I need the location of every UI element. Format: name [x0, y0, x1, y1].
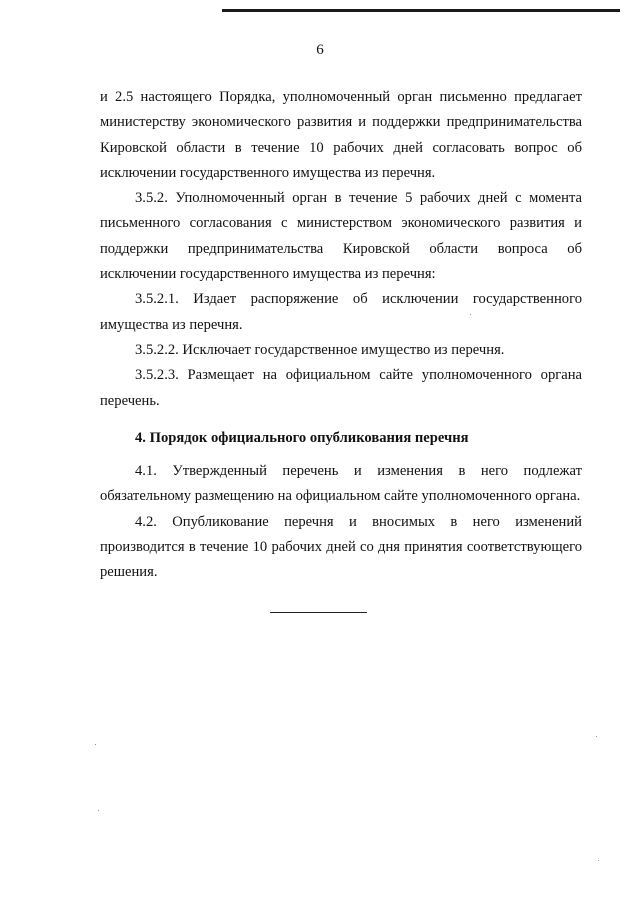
- paragraph-4-1: 4.1. Утвержденный перечень и изменения в него подлежат обязательному размещению на официальном сайте уполномоченного органа.: [100, 463, 582, 505]
- scan-speck: [98, 810, 99, 811]
- paragraph-3-5-2: 3.5.2. Уполномоченный орган в течение 5 рабочих дней с момента письменного согласования с министерством экономического развития и поддержки предпринимательства Кировской области вопроса об исключении государственного имущества из перечня:: [100, 190, 582, 283]
- top-rule: [222, 9, 620, 12]
- end-rule: [270, 612, 367, 613]
- paragraph-3-5-2-3: 3.5.2.3. Размещает на официальном сайте уполномоченного органа перечень.: [100, 367, 582, 409]
- document-body: [100, 85, 582, 586]
- scan-speck: [95, 744, 96, 745]
- section-heading: 4. Порядок официального опубликования перечня: [135, 429, 469, 446]
- page-number: 6: [316, 42, 324, 58]
- scan-speck: [598, 860, 599, 861]
- paragraph-continuation: и 2.5 настоящего Порядка, уполномоченный орган письменно предлагает министерству экономического развития и поддержки предпринимательства Кировской области в течение 10 рабочих дней согласовать вопрос об исключении государственного имущества из перечня.: [100, 89, 582, 181]
- paragraph-4-2: 4.2. Опубликование перечня и вносимых в него изменений производится в течение 10 рабочих дней со дня принятия соответствующего решения.: [100, 513, 582, 581]
- scan-speck: [596, 736, 597, 737]
- scan-speck: [470, 314, 471, 315]
- paragraph-3-5-2-2: 3.5.2.2. Исключает государственное имущество из перечня.: [135, 341, 505, 358]
- paragraph-3-5-2-1: 3.5.2.1. Издает распоряжение об исключении государственного имущества из перечня.: [100, 291, 582, 333]
